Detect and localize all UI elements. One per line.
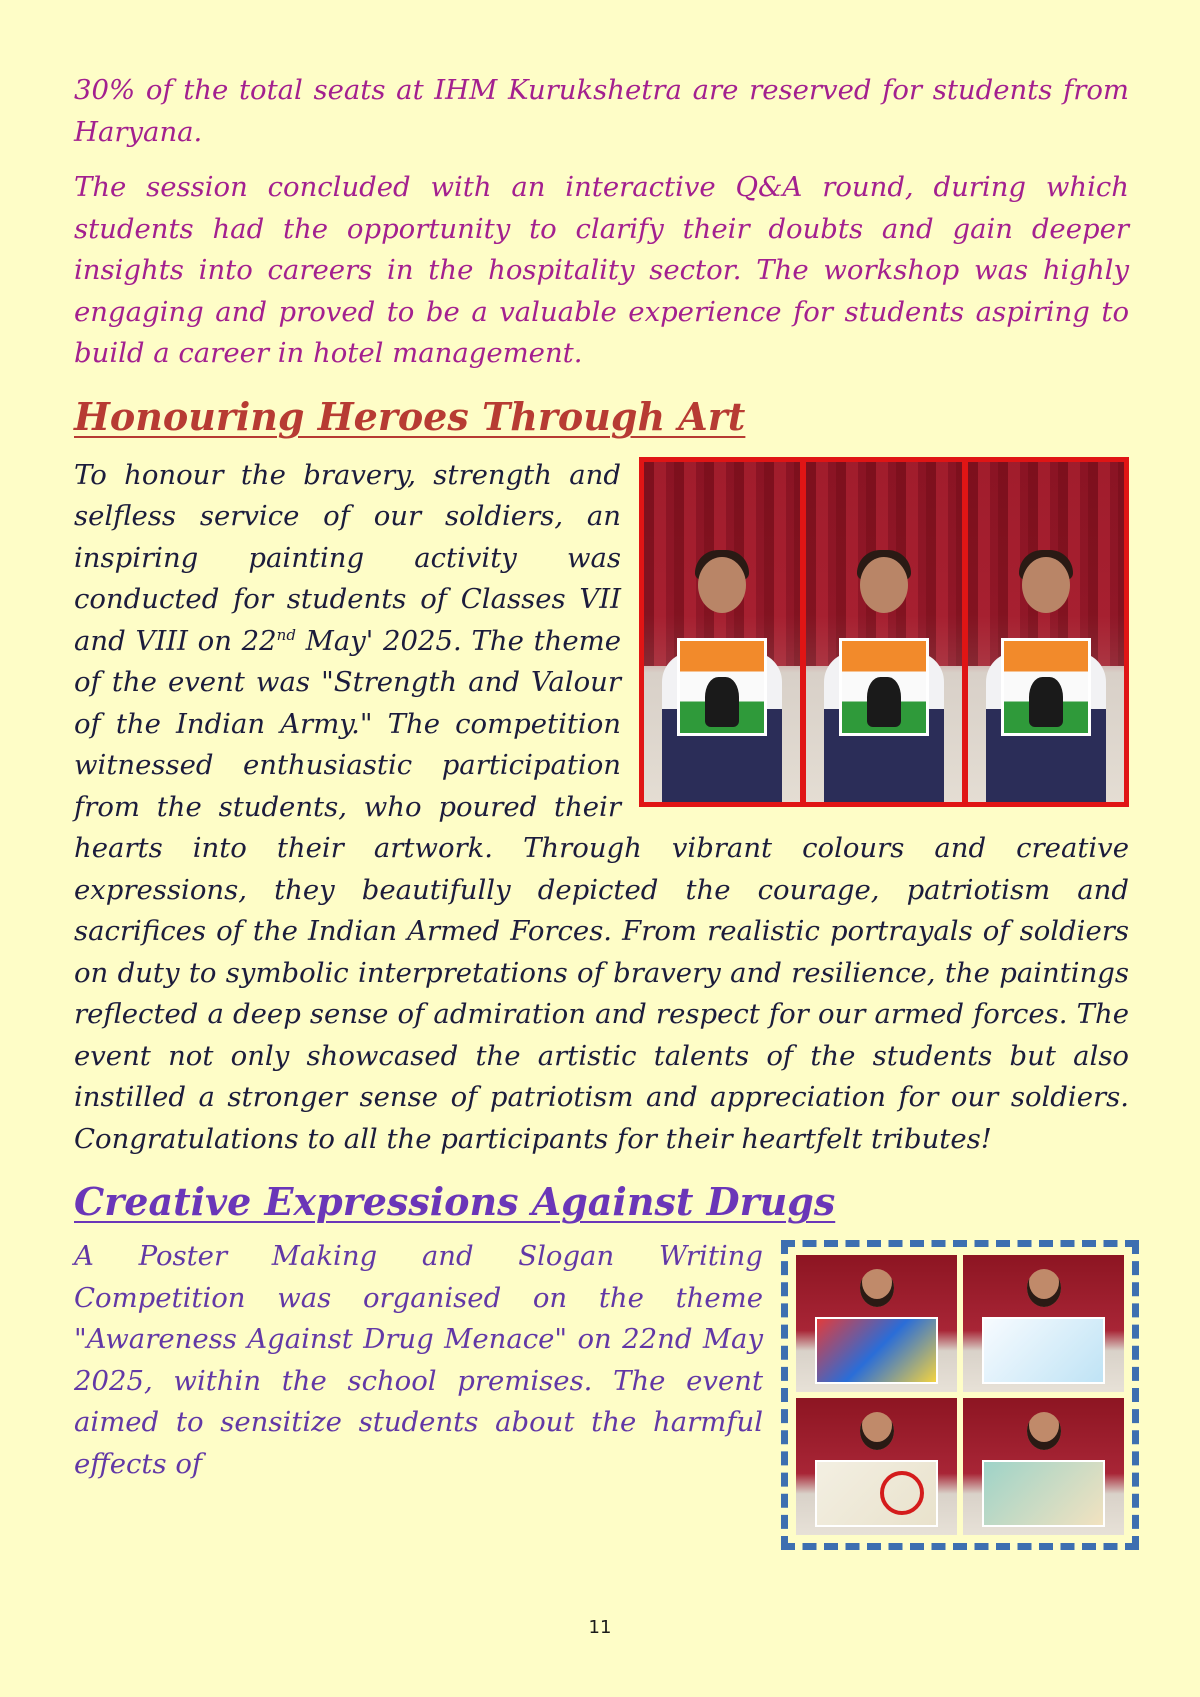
poster-photo-2 <box>963 1255 1124 1392</box>
intro-paragraph-2: The session concluded with an interactive Q&A round, during which students had the opportunity to clarify their doubts and gain deeper insights into careers in the hospitality sector. The workshop was highly engaging and proved to be a valuable experience for students aspiring to build a career in hotel management. <box>74 171 1129 369</box>
drugs-section-paragraph: A Poster Making and Slogan Writing Competition was organised on the theme "Awareness Against Drug Menace" on 22nd May 2025, within the school premises. The event aimed to sensitize students about the harmful effects of <box>74 1240 763 1480</box>
student-photo-3 <box>968 462 1124 802</box>
drugs-section-heading: Creative Expressions Against Drugs <box>74 1179 836 1224</box>
page-number: 11 <box>588 1617 612 1638</box>
student-photo-2 <box>806 462 962 802</box>
poster-photo-3 <box>796 1398 957 1535</box>
page-content <box>74 70 1129 1550</box>
intro-paragraph-1: 30% of the total seats at IHM Kurukshetra are reserved for students from Haryana. <box>74 74 1129 148</box>
art-section-paragraph: To honour the bravery, strength and selfless service of our soldiers, an inspiring painting activity was conducted for students of Classes VII and VIII on 22nd May' 2025. The theme of the event was "Strength and Valour of the Indian Army." The competition witnessed enthusiastic participation from the students, who poured their hearts into their artwork. Through vibrant colours and creative expressions, they beautifully depicted the courage, patriotism and sacrifices of the Indian Armed Forces. From realistic portrayals of soldiers on duty to symbolic interpretations of bravery and resilience, the paintings reflected a deep sense of admiration and respect for our armed forces. The event not only showcased the artistic talents of the students but also instilled a stronger sense of patriotism and appreciation for our soldiers. Congratulations to all the participants for their heartfelt tributes! <box>74 458 1129 1155</box>
art-section-heading: Honouring Heroes Through Art <box>74 393 746 439</box>
painting-activity-photos <box>639 457 1129 807</box>
poster-competition-photos <box>781 1240 1139 1550</box>
art-section-body <box>74 455 1129 1161</box>
poster-photo-4 <box>963 1398 1124 1535</box>
poster-photo-1 <box>796 1255 957 1392</box>
drugs-section-body <box>74 1236 1129 1485</box>
student-photo-1 <box>644 462 800 802</box>
